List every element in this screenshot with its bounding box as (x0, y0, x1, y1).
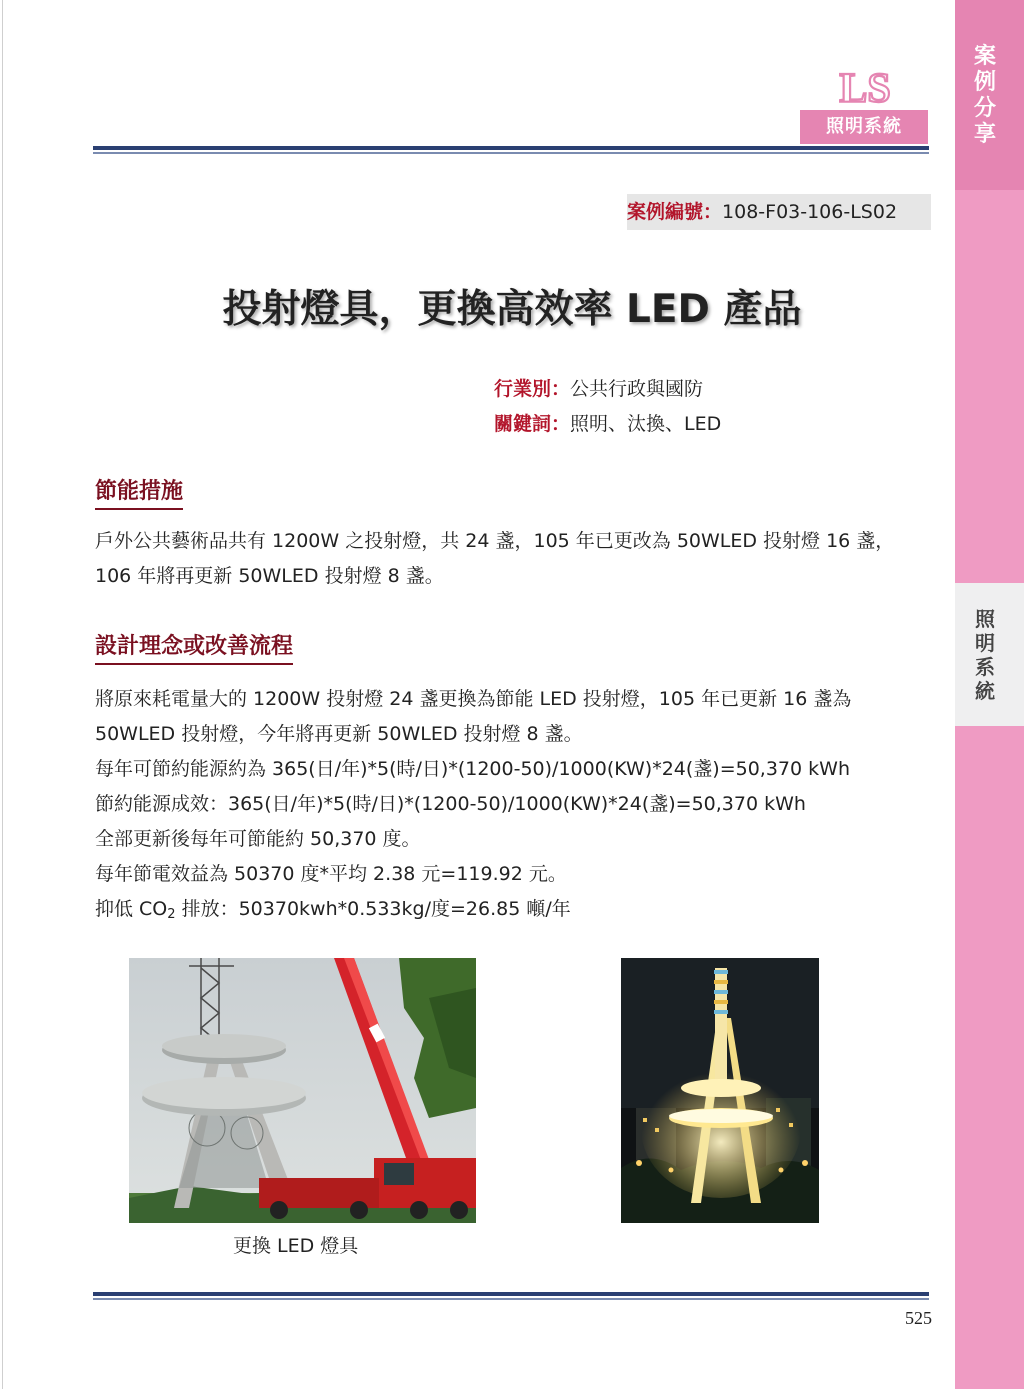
design-line-5: 每年節電效益為 50370 度*平均 2.38 元=119.92 元。 (95, 863, 567, 885)
sidebar-tab-lighting (955, 583, 1024, 726)
section-heading-design: 設計理念或改善流程 (95, 629, 293, 665)
keywords-line (494, 409, 721, 436)
design-line-4: 全部更新後每年可節能約 50,370 度。 (95, 828, 421, 850)
industry-line (494, 374, 703, 401)
section-design-body (95, 682, 930, 932)
ls-logo (815, 68, 915, 108)
ls-logo-text: LS (839, 68, 891, 108)
keywords-value: 照明、汰換、LED (570, 413, 722, 435)
sidebar-tab-lighting-label: 照 明 系 統 (975, 607, 995, 703)
design-line-2: 每年可節約能源約為 365(日/年)*5(時/日)*(1200-50)/1000(KW)*24(盞)=50,370 kWh (95, 758, 850, 780)
section-measures-body (95, 524, 930, 594)
design-line-1: 將原來耗電量大的 1200W 投射燈 24 盞更換為節能 LED 投射燈，105 年已更新 16 盞為 50WLED 投射燈，今年將再更新 50WLED 投射燈 8 盞。 (95, 688, 852, 745)
measures-text: 戶外公共藝術品共有 1200W 之投射燈，共 24 盞，105 年已更改為 50WLED 投射燈 16 盞，106 年將再更新 50WLED 投射燈 8 盞。 (95, 530, 895, 587)
case-number-value: 108-F03-106-LS02 (722, 201, 898, 223)
industry-label: 行業別： (494, 378, 571, 400)
sidebar-tab-case-share-label: 案 例 分 享 (973, 44, 996, 147)
crane-tower-photo (129, 958, 476, 1223)
figure-caption: 更換 LED 燈具 (233, 1235, 359, 1257)
industry-value: 公共行政與國防 (570, 378, 704, 400)
sidebar-tab-case-share (955, 0, 1024, 190)
co2-subscript: 2 (167, 907, 176, 922)
section-heading-measures: 節能措施 (95, 474, 183, 510)
page-title: 投射燈具，更換高效率 LED 產品 (222, 287, 802, 332)
tower-night-photo (621, 958, 819, 1223)
design-line-6: 抑低 $CO_2$ 排放：50370kwh*0.533kg/度=26.85 噸/年 (95, 898, 571, 922)
header-rule (93, 146, 929, 154)
case-number-label: 案例編號： (627, 201, 723, 223)
page-border (2, 0, 3, 1389)
page-number: 525 (905, 1308, 932, 1328)
design-line-3: 節約能源成效：365(日/年)*5(時/日)*(1200-50)/1000(KW)*24(盞)=50,370 kWh (95, 793, 806, 815)
footer-rule (93, 1292, 929, 1300)
keywords-label: 關鍵詞： (494, 413, 571, 435)
category-badge: 照明系統 (800, 110, 928, 144)
case-number (627, 194, 931, 230)
